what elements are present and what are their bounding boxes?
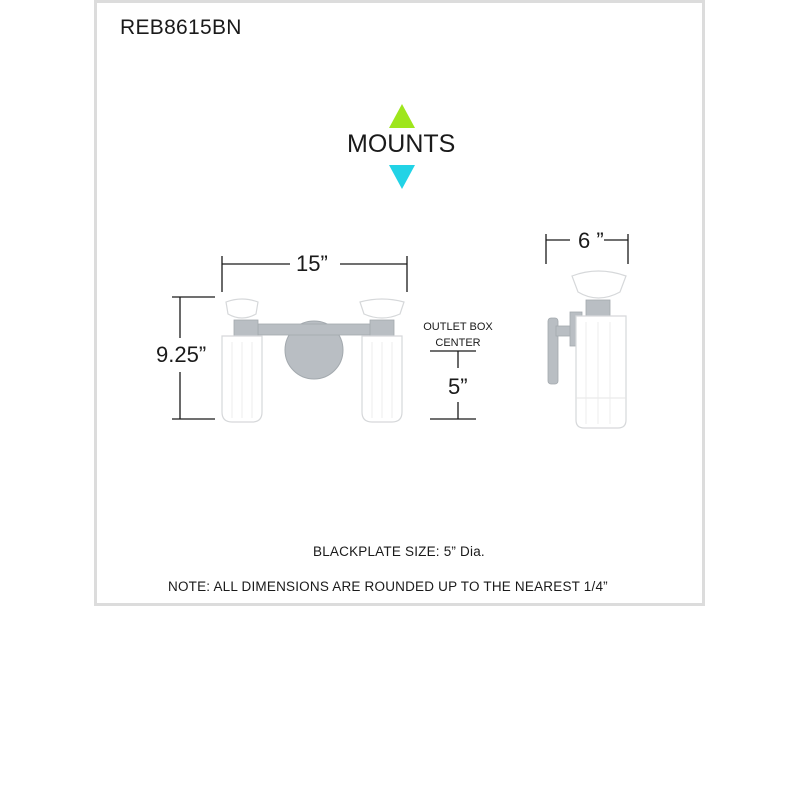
front-view-fixture	[222, 299, 404, 422]
arrow-up-icon	[389, 104, 415, 128]
outlet-box-label	[410, 319, 506, 351]
side-view-fixture	[548, 271, 626, 428]
height-dimension-label: 9.25”	[156, 342, 207, 367]
fixture-arm	[258, 324, 374, 335]
outlet-label-line1: OUTLET BOX	[423, 321, 493, 333]
mounts-label: MOUNTS	[347, 130, 456, 158]
rounding-note: NOTE: ALL DIMENSIONS ARE ROUNDED UP TO THE NEAREST 1/4”	[168, 579, 608, 594]
width-dimension-label: 15”	[296, 251, 328, 276]
model-number: REB8615BN	[120, 16, 242, 39]
depth-dimension-label: 6 ”	[578, 228, 604, 253]
arrow-down-icon	[389, 165, 415, 189]
backplate-note: BLACKPLATE SIZE: 5” Dia.	[313, 544, 485, 559]
left-shade	[222, 299, 262, 422]
outlet-label-line2: CENTER	[435, 337, 481, 349]
outlet-height-label: 5”	[448, 374, 468, 399]
right-shade	[360, 299, 404, 422]
